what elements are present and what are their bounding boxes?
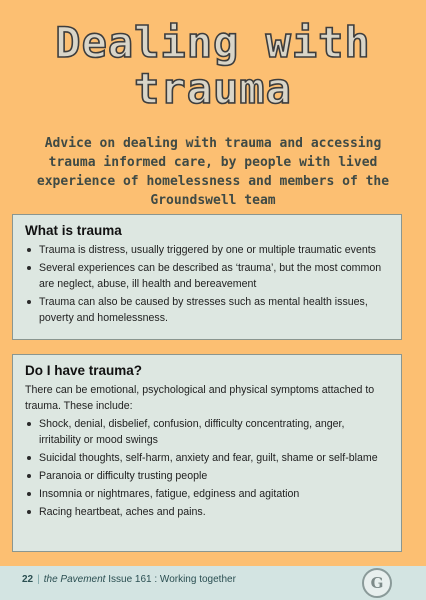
section-heading: Do I have trauma?: [25, 363, 143, 378]
bullet-item: Insomnia or nightmares, fatigue, edginess and agitation: [25, 486, 389, 502]
page-number: 22: [22, 574, 34, 585]
bullet-item: Paranoia or difficulty trusting people: [25, 468, 389, 484]
issue-info: Issue 161 : Working together: [108, 574, 236, 585]
page-title: [0, 20, 426, 112]
page-title-line-2: trauma: [134, 64, 292, 113]
bullet-dot-icon: [27, 422, 31, 426]
page-title-line-1: Dealing with: [55, 18, 371, 67]
bullet-item: Trauma can also be caused by stresses such as mental health issues, poverty and homelessness.: [25, 294, 389, 326]
publication-name: the Pavement: [43, 574, 106, 585]
bullet-dot-icon: [27, 300, 31, 304]
groundswell-logo-icon: G: [362, 568, 392, 598]
section-heading: What is trauma: [25, 223, 122, 238]
bullet-item: Several experiences can be described as ‘trauma’, but the most common are neglect, abuse, ill health and bereavement: [25, 260, 389, 292]
bullet-dot-icon: [27, 266, 31, 270]
bullet-item: Trauma is distress, usually triggered by one or multiple traumatic events: [25, 242, 389, 258]
bullet-list: [25, 242, 389, 326]
section-what-is-trauma: [12, 214, 402, 340]
footer-text: [22, 574, 236, 585]
bullet-dot-icon: [27, 248, 31, 252]
bullet-dot-icon: [27, 474, 31, 478]
bullet-list: [25, 416, 389, 520]
bullet-dot-icon: [27, 456, 31, 460]
bullet-dot-icon: [27, 492, 31, 496]
footer-separator: |: [37, 574, 40, 585]
bullet-item: Racing heartbeat, aches and pains.: [25, 504, 389, 520]
section-do-i-have-trauma: [12, 354, 402, 552]
page-subtitle: Advice on dealing with trauma and accessing trauma informed care, by people with lived experience of homelessness and members of the Groundswell team: [36, 136, 390, 208]
bullet-item: Suicidal thoughts, self-harm, anxiety and fear, guilt, shame or self-blame: [25, 450, 389, 466]
section-intro: There can be emotional, psychological and physical symptoms attached to trauma. These include:: [25, 384, 375, 412]
bullet-dot-icon: [27, 510, 31, 514]
bullet-item: Shock, denial, disbelief, confusion, difficulty concentrating, anger, irritability or mood swings: [25, 416, 389, 448]
